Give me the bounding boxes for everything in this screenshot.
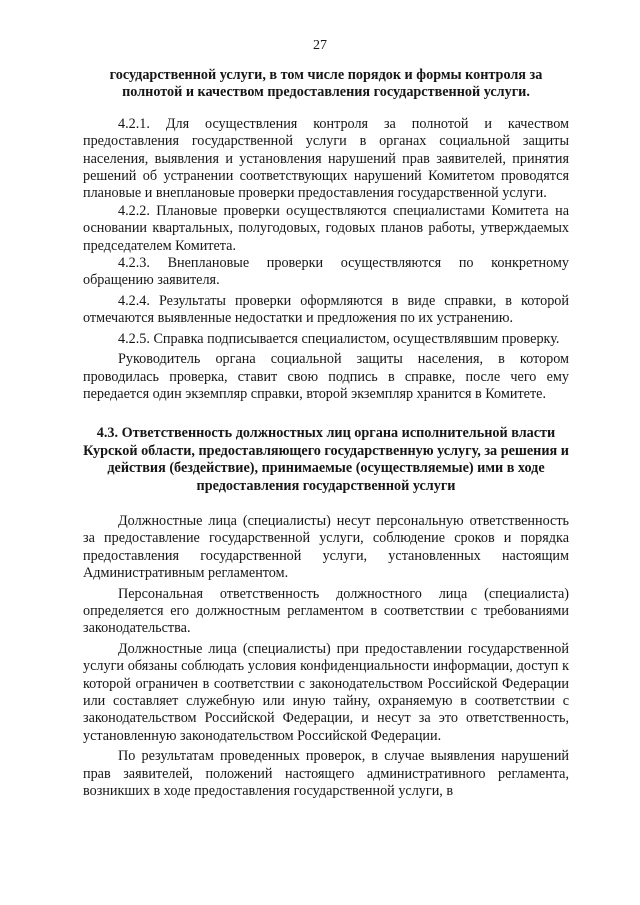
paragraph-4-2-3: 4.2.3. Внеплановые проверки осуществляются по конкретному обращению заявителя. xyxy=(83,255,569,289)
paragraph-4-2-4: 4.2.4. Результаты проверки оформляются в виде справки, в которой отмечаются выявленные недостатки и предложения по их устранению. xyxy=(83,292,569,327)
paragraph-head-signature: Руководитель органа социальной защиты населения, в котором проводилась проверка, ставит свою подпись в справке, после чего ему передается один экземпляр справки, второй экземпляр хранится в Комитете. xyxy=(83,351,569,402)
paragraph-inspection-results: По результатам проведенных проверок, в случае выявления нарушений прав заявителей, положений настоящего административного регламента, возникших в ходе предоставления государственной услуги, в xyxy=(83,748,569,800)
paragraph-4-2-2: 4.2.2. Плановые проверки осуществляются специалистами Комитета на основании квартальных, полугодовых, годовых планов работы, утверждаемых председателем Комитета. xyxy=(83,202,569,254)
page-number: 27 xyxy=(313,38,327,53)
section-4-3-heading: 4.3. Ответственность должностных лиц органа исполнительной власти Курской области, предоставляющего государственную услугу, за решения и действия (бездействие), принимаемые (осуществляемые) ими в ходе предоставления государственной услуги xyxy=(83,425,569,494)
page-content xyxy=(83,67,569,800)
paragraph-4-2-1: 4.2.1. Для осуществления контроля за полнотой и качеством предоставления государственной услуги в органах социальной защиты населения, выявления и установления нарушений прав заявителей, принятия решений об устранении соответствующих нарушений Комитетом проводятся плановые и внеплановые проверки предоставления государственной услуги. xyxy=(83,115,569,202)
paragraph-personal-responsibility: Должностные лица (специалисты) несут персональную ответственность за предоставление государственной услуги, соблюдение сроков и порядка предоставления государственной услуги, установленных настоящим Административным регламентом. xyxy=(83,512,569,582)
paragraph-4-2-5: 4.2.5. Справка подписывается специалистом, осуществлявшим проверку. xyxy=(118,330,560,347)
paragraph-confidentiality: Должностные лица (специалисты) при предоставлении государственной услуги обязаны соблюдать условия конфиденциальности информации, доступ к которой ограничен в соответствии с законодательством Российской Федерации или составляет служебную или иную тайну, охраняемую в соответствии с законодательством Российской Федерации, и несут за это ответственность, установленную законодательством Российской Федерации. xyxy=(83,640,569,744)
section-4-2-heading-continuation: государственной услуги, в том числе порядок и формы контроля за полнотой и качеством предоставления государственной услуги. xyxy=(109,67,543,101)
paragraph-job-regulation: Персональная ответственность должностного лица (специалиста) определяется его должностным регламентом в соответствии с требованиями законодательства. xyxy=(83,585,569,637)
